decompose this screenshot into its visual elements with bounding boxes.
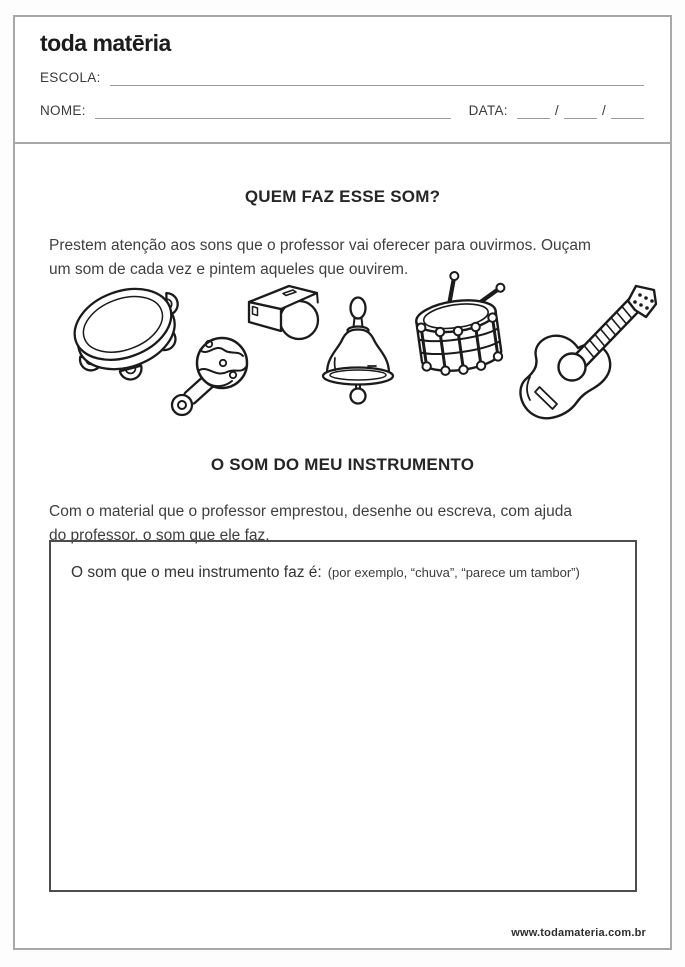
answer-box: [49, 540, 637, 892]
escola-field-line: [110, 70, 644, 86]
header-divider: [15, 142, 670, 144]
instruments-row: [15, 270, 674, 430]
answer-example: (por exemplo, “chuva”, “parece um tambor”): [327, 565, 580, 580]
activity2-instruction-line1: Com o material que o professor emprestou, desenhe ou escreva, com ajuda: [49, 502, 572, 520]
escola-label: ESCOLA:: [40, 70, 101, 85]
maraca-icon: [165, 326, 253, 422]
data-label: DATA:: [468, 103, 508, 118]
drum-icon: [407, 270, 513, 376]
activity1-title: QUEM FAZ ESSE SOM?: [244, 187, 441, 206]
date-slash: /: [601, 103, 606, 118]
activity1-instruction-line1: Prestem atenção aos sons que o professor vai oferecer para ouvirmos. Ouçam: [49, 236, 591, 254]
activity2-title: O SOM DO MEU INSTRUMENTO: [210, 455, 475, 474]
answer-prompt: O som que o meu instrumento faz é:: [71, 564, 322, 581]
toda-materia-logo: toda matēria: [40, 30, 171, 56]
activity1-instruction-line2: um som de cada vez e pintem aqueles que ouvirem.: [49, 261, 409, 278]
date-month-line: [564, 103, 597, 119]
bell-icon: [312, 296, 404, 414]
date-slash: /: [554, 103, 559, 118]
date-year-line: [611, 103, 644, 119]
nome-label: NOME:: [40, 103, 86, 118]
activity2-instruction-line2: do professor, o som que ele faz.: [49, 527, 270, 544]
website-url: www.todamateria.com.br: [511, 927, 646, 939]
worksheet-page: [13, 15, 672, 950]
nome-data-row: [40, 103, 644, 119]
date-day-line: [517, 103, 550, 119]
escola-row: [40, 70, 644, 86]
guitar-icon: [502, 274, 667, 426]
nome-field-line: [95, 103, 451, 119]
